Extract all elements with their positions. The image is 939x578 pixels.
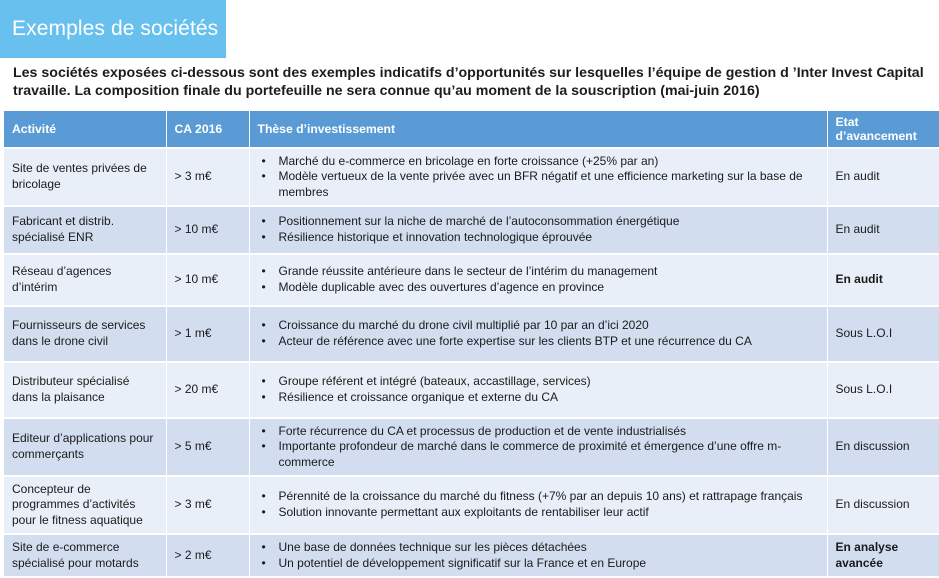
thesis-bullet: • Marché du e-commerce en bricolage en forte croissance (+25% par an) [260, 154, 819, 170]
table-body [4, 148, 939, 576]
cell-activity: Site de ventes privées de bricolage [4, 148, 166, 206]
table-row [4, 306, 939, 362]
header-thesis: Thèse d’investissement [249, 111, 827, 148]
cell-activity: Fabricant et distrib. spécialisé ENR [4, 206, 166, 254]
cell-ca: > 5 m€ [166, 418, 249, 476]
thesis-bullet: • Solution innovante permettant aux exploitants de rentabiliser leur actif [260, 505, 819, 521]
thesis-list [260, 489, 819, 520]
cell-activity: Concepteur de programmes d’activités pour le fitness aquatique [4, 476, 166, 534]
cell-activity: Fournisseurs de services dans le drone civil [4, 306, 166, 362]
thesis-bullet: • Groupe référent et intégré (bateaux, accastillage, services) [260, 374, 819, 390]
thesis-bullet: • Forte récurrence du CA et processus de production et de vente industrialisés [260, 424, 819, 440]
cell-ca: > 20 m€ [166, 362, 249, 418]
intro-paragraph: Les sociétés exposées ci-dessous sont des exemples indicatifs d’opportunités sur lesquelles l’équipe de gestion d ’Inter Invest Capital travaille. La composition finale du portefeuille ne sera connue qu’au moment de la souscription (mai-juin 2016) [13, 65, 924, 99]
cell-ca: > 10 m€ [166, 206, 249, 254]
page-title: Exemples de sociétés [12, 17, 219, 40]
cell-thesis [249, 148, 827, 206]
cell-activity: Distributeur spécialisé dans la plaisance [4, 362, 166, 418]
table-row [4, 476, 939, 534]
thesis-bullet: • Résilience et croissance organique et externe du CA [260, 390, 819, 406]
cell-thesis [249, 306, 827, 362]
cell-thesis [249, 418, 827, 476]
header-activity: Activité [4, 111, 166, 148]
thesis-bullet: • Pérennité de la croissance du marché du fitness (+7% par an depuis 10 ans) et rattrapage français [260, 489, 819, 505]
thesis-bullet: • Acteur de référence avec une forte expertise sur les clients BTP et une récurrence du CA [260, 334, 819, 350]
thesis-list [260, 374, 819, 405]
thesis-list [260, 154, 819, 201]
cell-state: En audit [827, 206, 939, 254]
thesis-bullet: • Modèle vertueux de la vente privée avec un BFR négatif et une efficience marketing sur la base de membres [260, 169, 819, 200]
table-row [4, 418, 939, 476]
cell-state: Sous L.O.I [827, 306, 939, 362]
cell-state: En audit [827, 254, 939, 306]
thesis-bullet: • Résilience historique et innovation technologique éprouvée [260, 230, 819, 246]
cell-thesis [249, 206, 827, 254]
cell-ca: > 2 m€ [166, 534, 249, 576]
cell-activity: Site de e-commerce spécialisé pour motards [4, 534, 166, 576]
table-header-row [4, 111, 939, 148]
thesis-list [260, 318, 819, 349]
thesis-bullet: • Grande réussite antérieure dans le secteur de l’intérim du management [260, 264, 819, 280]
title-banner [0, 0, 226, 58]
cell-state: En analyse avancée [827, 534, 939, 576]
cell-thesis [249, 476, 827, 534]
cell-ca: > 3 m€ [166, 476, 249, 534]
cell-activity: Editeur d’applications pour commerçants [4, 418, 166, 476]
table-row [4, 254, 939, 306]
thesis-list [260, 264, 819, 295]
cell-ca: > 10 m€ [166, 254, 249, 306]
cell-ca: > 3 m€ [166, 148, 249, 206]
header-ca: CA 2016 [166, 111, 249, 148]
cell-activity: Réseau d’agences d’intérim [4, 254, 166, 306]
table-row [4, 362, 939, 418]
thesis-bullet: • Un potentiel de développement significatif sur la France et en Europe [260, 556, 819, 572]
thesis-bullet: • Modèle duplicable avec des ouvertures d’agence en province [260, 280, 819, 296]
cell-state: En discussion [827, 476, 939, 534]
cell-thesis [249, 534, 827, 576]
cell-ca: > 1 m€ [166, 306, 249, 362]
table-row [4, 206, 939, 254]
thesis-bullet: • Une base de données technique sur les pièces détachées [260, 540, 819, 556]
table-row [4, 148, 939, 206]
cell-state: En audit [827, 148, 939, 206]
thesis-bullet: • Importante profondeur de marché dans le commerce de proximité et émergence d’une offre m-commerce [260, 439, 819, 470]
table-row [4, 534, 939, 576]
thesis-list [260, 424, 819, 471]
thesis-bullet: • Positionnement sur la niche de marché de l’autoconsommation énergétique [260, 214, 819, 230]
thesis-list [260, 214, 819, 245]
thesis-list [260, 540, 819, 571]
cell-state: Sous L.O.I [827, 362, 939, 418]
companies-table [4, 111, 939, 576]
cell-state: En discussion [827, 418, 939, 476]
cell-thesis [249, 254, 827, 306]
header-state: Etat d’avancement [827, 111, 939, 148]
cell-thesis [249, 362, 827, 418]
thesis-bullet: • Croissance du marché du drone civil multiplié par 10 par an d’ici 2020 [260, 318, 819, 334]
